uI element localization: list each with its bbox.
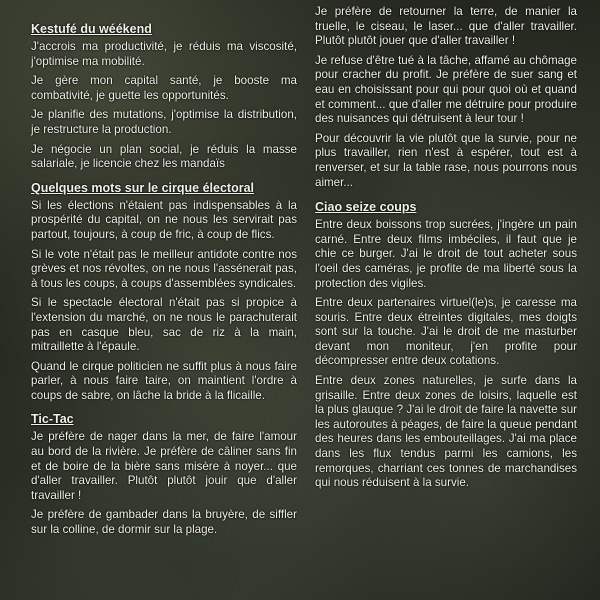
paragraph: Entre deux boissons trop sucrées, j'ingère un pain carné. Entre deux films imbéciles, il faut que je chie ce burger. J'ai le droit de tout acheter sous l'oeil des caméras, je profite de ma liberté sous la protection des vigiles. [315,218,577,290]
section-title: Ciao seize coups [315,200,417,215]
paragraph: Si les élections n'étaient pas indispensables à la prospérité du capital, on ne nous les servirait pas partout, toujours, à coup de fric, à coup de flics. [31,198,297,241]
paragraph: Si le spectacle électoral n'était pas si propice à l'extension du marché, on ne nous le parachuterait pas en casque bleu, sac de riz à la main, mitraillette à l'épaule. [31,296,297,354]
section-tic-tac [31,412,297,537]
paragraph: Je préfère de gambader dans la bruyère, de siffler sur la colline, de dormir sur la plage. [31,508,297,537]
section-title: Kestufé du wéékend [31,22,152,36]
right-column [315,5,577,501]
section-tic-tac-continued [315,5,577,190]
paragraph: Si le vote n'était pas le meilleur antidote contre nos grèves et nos révoltes, on ne nous l'assénerait pas, à tous les coups, à coups d'assemblées syndicales. [31,247,297,290]
paragraph: Entre deux partenaires virtuel(le)s, je caresse ma souris. Entre deux étreintes digitales, mes doigts sont sur la touche. J'ai le droit de me masturber devant mon moniteur, j'en profite pour décompresser entre deux cotations. [315,296,577,368]
section-title: Tic-Tac [31,412,74,427]
paragraph: Entre deux zones naturelles, je surfe dans la grisaille. Entre deux zones de loisirs, laquelle est la plus glauque ? J'ai le droit de faire la navette sur les autoroutes à péages, de faire la queue pendant des heures dans les embouteillages. J'ai ma place dans les flux tendus parmi les camions, les remorques, charriant ces tonnes de marchandises qui nous réduisent à la survie. [315,374,577,490]
section-kestufe [31,22,297,172]
paragraph: Je refuse d'être tué à la tâche, affamé au chômage pour cracher du profit. Je préfère de suer sang et eau en choisissant pour qui pour quoi où et quand et comment... que d'aller me détruire pour produire des nuisances qui détruisent à leur tour ! [315,53,577,126]
paragraph: Je préfère de retourner la terre, de manier la truelle, le ciseau, le laser... que d'aller travailler. Plutôt plutôt jouer que d'aller travailler ! [315,5,577,48]
paragraph: Quand le cirque politicien ne suffit plus à nous faire parler, à nous faire taire, on maintient l'ordre à coups de sabre, on lâche la bride à la flicaille. [31,359,297,402]
paragraph: Je préfère de nager dans la mer, de faire l'amour au bord de la rivière. Je préfère de câliner sans fin et de boire de la bière sans misère à noyer... que d'aller travailler. Plutôt plutôt jouir que d'aller travailler ! [31,430,297,502]
section-cirque-electoral [31,181,297,404]
paragraph: J'accrois ma productivité, je réduis ma viscosité, j'optimise ma mobilité. [31,40,297,68]
left-column [31,22,297,547]
section-title: Quelques mots sur le cirque électoral [31,180,254,195]
paragraph: Pour découvrir la vie plutôt que la survie, pour ne plus travailler, rien n'est à espérer, tout est à renverser, et sur la table rase, nous pourrons nous aimer... [315,131,577,189]
paragraph: Je négocie un plan social, je réduis la masse salariale, je licencie chez les mandaïs [31,142,297,171]
paragraph: Je gère mon capital santé, je booste ma combativité, je guette les opportunités. [31,74,297,102]
section-ciao-seize-coups [315,200,577,491]
paragraph: Je planifie des mutations, j'optimise la distribution, je restructure la production. [31,108,297,136]
